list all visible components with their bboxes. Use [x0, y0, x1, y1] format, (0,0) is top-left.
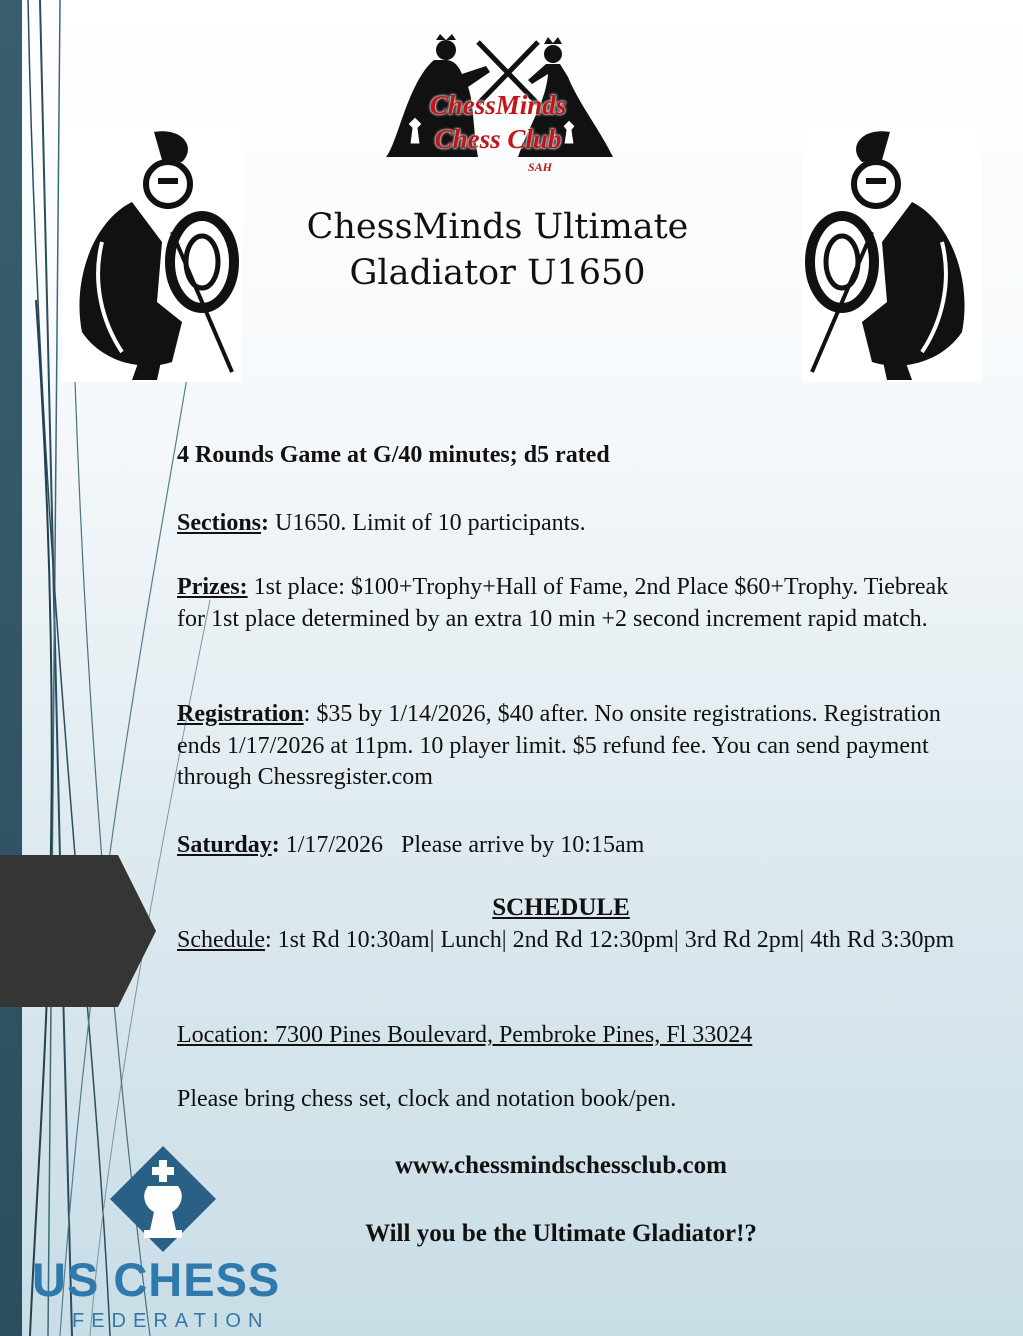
prizes-text: 1st place: $100+Trophy+Hall of Fame, 2nd Place $60+Trophy. Tiebreak for 1st place determined by an extra 10 min +2 second increment rapid match.: [177, 574, 949, 632]
arrow-shape: [0, 855, 156, 1007]
club-name-line2: Chess Club: [434, 124, 562, 154]
club-name-line1: ChessMinds: [429, 90, 567, 120]
saturday-label: Saturday: [177, 832, 272, 858]
bring-text: Please bring chess set, clock and notation book/pen.: [177, 1086, 677, 1112]
schedule-label: Schedule: [177, 927, 265, 953]
gladiator-left-icon: [62, 122, 242, 382]
us-chess-king-icon: [110, 1146, 216, 1252]
bring-paragraph: [177, 1084, 957, 1116]
sections-text: U1650. Limit of 10 participants.: [269, 510, 586, 536]
us-chess-federation: FEDERATION: [72, 1310, 270, 1332]
sections-colon: :: [261, 510, 269, 536]
prizes-label: Prizes:: [177, 574, 248, 600]
page-title-line1: ChessMinds Ultimate: [306, 207, 689, 247]
gladiator-right-icon: [802, 122, 982, 382]
location-paragraph: [177, 1020, 957, 1052]
saturday-paragraph: [177, 830, 957, 862]
registration-label: Registration: [177, 701, 304, 727]
prizes-paragraph: [177, 572, 957, 635]
schedule-paragraph: [177, 925, 957, 957]
us-chess-name: US CHESS: [32, 1253, 281, 1306]
club-tag: SAH: [528, 160, 553, 174]
saturday-text: 1/17/2026 Please arrive by 10:15am: [279, 832, 645, 858]
saturday-colon: :: [271, 832, 280, 858]
schedule-heading: SCHEDULE: [492, 894, 630, 921]
page-title-line2: Gladiator U1650: [349, 253, 646, 293]
sections-paragraph: [177, 508, 957, 540]
sections-label: Sections: [177, 510, 261, 536]
format-line: [177, 440, 957, 472]
registration-text: : $35 by 1/14/2026, $40 after. No onsite registrations. Registration ends 1/17/2026 at 11pm. 10 player limit. $5 refund fee. You can send payment through Chessregister.com: [177, 701, 941, 790]
tagline: Will you be the Ultimate Gladiator!?: [365, 1220, 757, 1247]
schedule-text: : 1st Rd 10:30am| Lunch| 2nd Rd 12:30pm| 3rd Rd 2pm| 4th Rd 3:30pm: [264, 927, 955, 953]
format-text: 4 Rounds Game at G/40 minutes; d5 rated: [177, 442, 610, 468]
website-link[interactable]: www.chessmindschessclub.com: [395, 1152, 727, 1179]
location-text: Location: 7300 Pines Boulevard, Pembroke Pines, Fl 33024: [177, 1022, 753, 1048]
registration-paragraph: [177, 699, 957, 794]
